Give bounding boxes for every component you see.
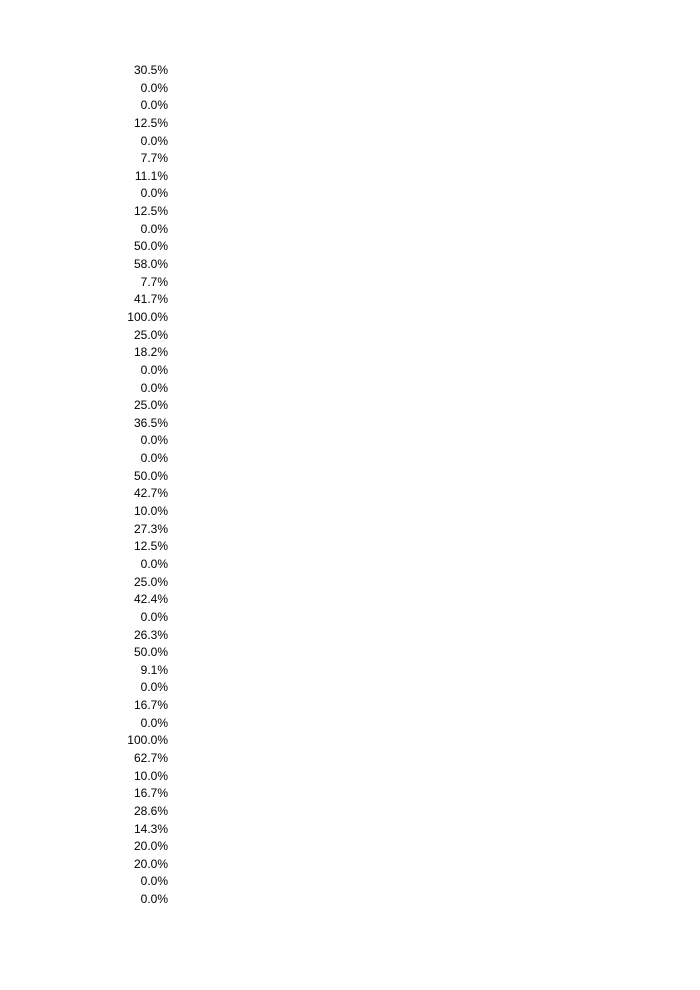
percentage-cell: 50.0% xyxy=(133,468,168,483)
percentage-cell: 0.0% xyxy=(140,715,168,730)
percentage-cell: 50.0% xyxy=(133,645,168,660)
percentage-cell: 41.7% xyxy=(133,292,168,307)
percentage-cell: 42.4% xyxy=(133,592,168,607)
percentage-cell: 11.1% xyxy=(134,168,168,183)
percentage-cell: 9.1% xyxy=(140,662,168,677)
percentage-cell: 16.7% xyxy=(133,786,168,801)
percentage-cell: 18.2% xyxy=(133,345,168,360)
percentage-cell: 0.0% xyxy=(140,80,168,95)
percentage-cell: 7.7% xyxy=(140,151,168,166)
percentage-cell: 0.0% xyxy=(140,362,168,377)
percentage-cell: 100.0% xyxy=(127,309,168,324)
percentage-cell: 10.0% xyxy=(133,504,168,519)
percentage-cell: 0.0% xyxy=(140,451,168,466)
percentage-cell: 0.0% xyxy=(140,133,168,148)
percentage-cell: 0.0% xyxy=(140,609,168,624)
percentage-cell: 12.5% xyxy=(133,539,168,554)
percentage-cell: 0.0% xyxy=(140,556,168,571)
percentage-cell: 62.7% xyxy=(133,750,168,765)
percentage-cell: 7.7% xyxy=(140,274,168,289)
percentage-cell: 25.0% xyxy=(133,574,168,589)
percentage-cell: 26.3% xyxy=(133,627,168,642)
percentage-cell: 27.3% xyxy=(133,521,168,536)
percentage-cell: 20.0% xyxy=(133,856,168,871)
percentage-cell: 14.3% xyxy=(133,821,168,836)
percentage-cell: 0.0% xyxy=(140,380,168,395)
percentage-cell: 25.0% xyxy=(133,327,168,342)
percentage-cell: 0.0% xyxy=(140,892,168,907)
percentage-cell: 20.0% xyxy=(133,839,168,854)
percentage-cell: 28.6% xyxy=(133,803,168,818)
percentage-column xyxy=(0,62,700,909)
percentage-cell: 12.5% xyxy=(133,115,168,130)
percentage-cell: 100.0% xyxy=(127,733,168,748)
percentage-cell: 58.0% xyxy=(133,257,168,272)
percentage-cell: 12.5% xyxy=(133,204,168,219)
percentage-cell: 0.0% xyxy=(140,874,168,889)
percentage-cell: 16.7% xyxy=(133,698,168,713)
percentage-cell: 0.0% xyxy=(140,433,168,448)
percentage-cell: 0.0% xyxy=(140,98,168,113)
percentage-cell: 42.7% xyxy=(133,486,168,501)
percentage-cell: 25.0% xyxy=(133,398,168,413)
percentage-cell: 10.0% xyxy=(133,768,168,783)
percentage-cell: 0.0% xyxy=(140,186,168,201)
percentage-cell: 0.0% xyxy=(140,680,168,695)
percentage-cell: 30.5% xyxy=(133,63,168,77)
percentage-cell: 36.5% xyxy=(133,415,168,430)
percentage-cell: 50.0% xyxy=(133,239,168,254)
percentage-cell: 0.0% xyxy=(140,221,168,236)
